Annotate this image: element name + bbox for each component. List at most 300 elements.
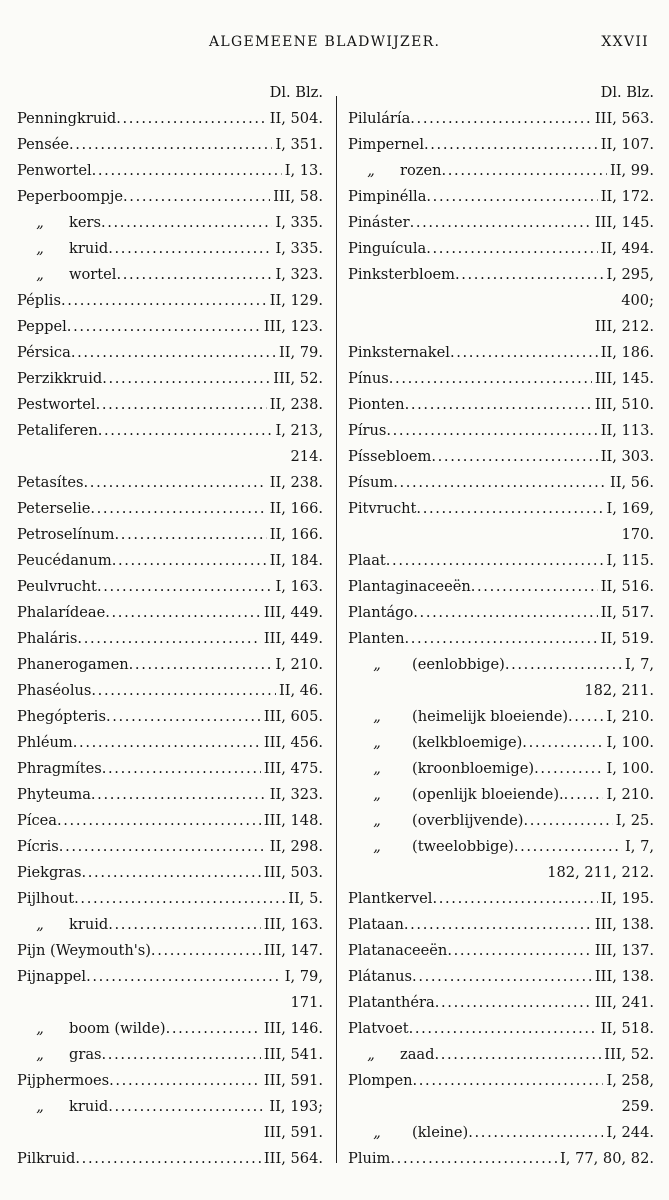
page-reference: I, 7,	[625, 656, 654, 673]
dot-leader	[409, 1016, 598, 1042]
subentry-line	[348, 834, 654, 860]
entry-line	[17, 392, 323, 418]
dot-leader	[112, 548, 267, 574]
entry-line	[17, 626, 323, 652]
dot-leader	[98, 418, 273, 444]
dot-leader	[108, 912, 261, 938]
index-term: Pionten	[348, 396, 405, 413]
index-subentry	[348, 704, 654, 730]
index-term: Pimpinélla	[348, 188, 427, 205]
dot-leader	[413, 1068, 604, 1094]
index-term: Pluim	[348, 1150, 391, 1167]
index-term: Pensée	[17, 136, 69, 153]
index-term: (kleine)	[412, 1124, 469, 1141]
page-reference: II, 99.	[609, 162, 654, 179]
dot-leader	[386, 548, 604, 574]
index-entry	[348, 392, 654, 418]
page-reference: II, 519.	[600, 630, 654, 647]
index-entry	[17, 366, 323, 392]
index-term: Peperboompje	[17, 188, 124, 205]
page-reference: I, 323.	[275, 266, 323, 283]
page-reference: I, 244.	[606, 1124, 654, 1141]
entry-line	[17, 184, 323, 210]
subentry-line	[17, 1016, 323, 1042]
page-reference: I, 210.	[275, 656, 323, 673]
index-term: Platanaceeën	[348, 942, 448, 959]
entry-line	[17, 886, 323, 912]
entry-line	[348, 340, 654, 366]
page-reference: III, 163.	[263, 916, 323, 933]
index-entry	[348, 1016, 654, 1042]
dot-leader	[455, 262, 603, 288]
index-entry	[17, 158, 323, 184]
entry-line	[348, 496, 654, 522]
index-term: Phléum	[17, 734, 73, 751]
subentry-line	[17, 236, 323, 262]
index-continuation	[348, 1094, 654, 1120]
index-continuation	[17, 1120, 323, 1146]
index-term: (kelkbloemige)	[412, 734, 523, 751]
entry-line	[348, 470, 654, 496]
page-reference: III, 591.	[263, 1072, 323, 1089]
entry-line	[348, 210, 654, 236]
dot-leader	[442, 158, 607, 184]
dot-leader	[74, 886, 285, 912]
index-subentry	[348, 834, 654, 860]
entry-line	[348, 548, 654, 574]
page-reference: III, 212.	[594, 318, 654, 335]
ditto-mark: „	[373, 760, 381, 777]
entry-line	[348, 1068, 654, 1094]
dot-leader	[434, 1042, 601, 1068]
index-subentry	[348, 808, 654, 834]
index-term: (eenlobbige)	[412, 656, 505, 673]
index-term: Pijn (Weymouth's)	[17, 942, 151, 959]
entry-line	[17, 808, 323, 834]
index-term: Petaliferen	[17, 422, 98, 439]
index-term: Plataan	[348, 916, 404, 933]
dot-leader	[101, 210, 273, 236]
ditto-mark: „	[373, 786, 381, 803]
index-term: Pijphermoes	[17, 1072, 110, 1089]
page-reference: III, 563.	[594, 110, 654, 127]
running-title: ALGEMEENE BLADWIJZER.	[209, 34, 441, 50]
page-reference: 400;	[621, 292, 654, 309]
page-reference: III, 137.	[594, 942, 654, 959]
index-term: Piluláría	[348, 110, 411, 127]
index-entry	[348, 548, 654, 574]
index-entry	[348, 262, 654, 288]
dot-leader	[390, 1146, 557, 1172]
column-header-left: Dl. Blz.	[269, 84, 323, 101]
index-term: wortel	[69, 266, 117, 283]
dot-leader	[389, 366, 592, 392]
index-term: Plátanus	[348, 968, 413, 985]
dot-leader	[468, 1120, 603, 1146]
entry-line	[348, 990, 654, 1016]
column-divider	[336, 96, 337, 1163]
entry-line	[348, 236, 654, 262]
index-entry	[348, 366, 654, 392]
dot-leader	[424, 132, 598, 158]
page-reference: III, 456.	[263, 734, 323, 751]
index-entry	[348, 574, 654, 600]
page-reference: I, 79,	[284, 968, 323, 985]
entry-line	[17, 652, 323, 678]
entry-line	[17, 288, 323, 314]
page-reference: II, 107.	[600, 136, 654, 153]
index-subentry	[17, 1094, 323, 1120]
index-entry	[17, 548, 323, 574]
index-term: Peucédanum	[17, 552, 112, 569]
page-reference: II, 5.	[288, 890, 323, 907]
entry-line	[348, 964, 654, 990]
subentry-line	[17, 912, 323, 938]
dot-leader	[81, 860, 260, 886]
index-continuation	[348, 678, 654, 704]
index-subentry	[17, 1042, 323, 1068]
dot-leader	[92, 158, 282, 184]
dot-leader	[71, 340, 276, 366]
subentry-line	[348, 704, 654, 730]
index-entry	[348, 938, 654, 964]
index-term: Platvoet	[348, 1020, 409, 1037]
dot-leader	[564, 782, 604, 808]
page-reference: II, 504.	[269, 110, 323, 127]
index-term: Phragmítes	[17, 760, 102, 777]
page-reference: III, 58.	[273, 188, 323, 205]
page-reference: II, 113.	[600, 422, 654, 439]
entry-line	[348, 938, 654, 964]
index-term: Piekgras	[17, 864, 82, 881]
index-entry	[17, 678, 323, 704]
page-reference: III, 148.	[263, 812, 323, 829]
dot-leader	[151, 938, 261, 964]
page-reference: 171.	[290, 994, 323, 1011]
subentry-line	[17, 1094, 323, 1120]
index-entry	[348, 912, 654, 938]
dot-leader	[116, 106, 266, 132]
entry-line	[348, 132, 654, 158]
index-entry	[17, 314, 323, 340]
page-reference: II, 298.	[269, 838, 323, 855]
index-entry	[17, 1146, 323, 1172]
index-entry	[17, 600, 323, 626]
entry-line	[348, 106, 654, 132]
dot-leader	[84, 470, 267, 496]
entry-line	[348, 1016, 654, 1042]
subentry-line	[348, 808, 654, 834]
dot-leader	[61, 288, 267, 314]
page-reference: III, 510.	[594, 396, 654, 413]
entry-line	[17, 366, 323, 392]
entry-line	[17, 470, 323, 496]
entry-line	[17, 678, 323, 704]
entry-line	[348, 574, 654, 600]
dot-leader	[393, 470, 607, 496]
dot-leader	[59, 834, 267, 860]
entry-line	[348, 366, 654, 392]
dot-leader	[91, 782, 267, 808]
index-term: Píssebloem	[348, 448, 432, 465]
page-reference: III, 145.	[594, 214, 654, 231]
ditto-mark: „	[36, 1046, 44, 1063]
page-reference: III, 541.	[263, 1046, 323, 1063]
entry-line	[17, 964, 323, 990]
dot-leader	[166, 1016, 261, 1042]
page-reference: III, 145.	[594, 370, 654, 387]
page-reference: II, 79.	[278, 344, 323, 361]
page-reference: II, 516.	[600, 578, 654, 595]
index-continuation	[17, 990, 323, 1016]
page-header	[0, 34, 669, 58]
entry-line	[17, 522, 323, 548]
page-reference: 182, 211, 212.	[547, 864, 654, 881]
index-term: Penwortel	[17, 162, 92, 179]
dot-leader	[115, 522, 267, 548]
dot-leader	[435, 990, 592, 1016]
index-entry	[17, 184, 323, 210]
index-entry	[17, 808, 323, 834]
index-term: Pínus	[348, 370, 389, 387]
index-term: Petroselínum	[17, 526, 115, 543]
index-subentry	[17, 912, 323, 938]
entry-line	[348, 886, 654, 912]
page-reference: II, 323.	[269, 786, 323, 803]
index-term: (tweelobbige)	[412, 838, 514, 855]
page-reference: I, 100.	[606, 760, 654, 777]
index-entry	[348, 1068, 654, 1094]
index-term: Plaat	[348, 552, 386, 569]
entry-line	[17, 1146, 323, 1172]
index-entry	[17, 756, 323, 782]
index-entry	[17, 652, 323, 678]
dot-leader	[404, 912, 592, 938]
index-subentry	[17, 210, 323, 236]
index-entry	[348, 184, 654, 210]
index-entry	[17, 522, 323, 548]
page-reference: 214.	[290, 448, 323, 465]
index-entry	[17, 782, 323, 808]
index-entry	[348, 418, 654, 444]
index-entry	[17, 418, 323, 444]
index-term: Pimpernel	[348, 136, 424, 153]
ditto-mark: „	[373, 838, 381, 855]
dot-leader	[447, 938, 592, 964]
index-entry	[348, 340, 654, 366]
index-subentry	[17, 262, 323, 288]
page-reference: I, 13.	[284, 162, 323, 179]
entry-line	[17, 106, 323, 132]
index-subentry	[348, 158, 654, 184]
entry-line	[17, 496, 323, 522]
page-reference: I, 335.	[275, 240, 323, 257]
subentry-line	[348, 158, 654, 184]
subentry-line	[17, 210, 323, 236]
index-entry	[17, 1068, 323, 1094]
page-reference: I, 25.	[615, 812, 654, 829]
page-reference: I, 77, 80, 82.	[560, 1150, 654, 1167]
dot-leader	[109, 1068, 261, 1094]
page-reference: III, 52.	[604, 1046, 654, 1063]
page-reference: I, 169,	[606, 500, 654, 517]
index-continuation	[348, 860, 654, 886]
entry-line	[348, 418, 654, 444]
page-reference: III, 138.	[594, 916, 654, 933]
index-term: Péplis	[17, 292, 61, 309]
index-term: (openlijk bloeiende).	[412, 786, 564, 803]
index-subentry	[17, 236, 323, 262]
dot-leader	[86, 964, 282, 990]
dot-leader	[413, 600, 597, 626]
index-term: Phaláris	[17, 630, 78, 647]
entry-line	[17, 132, 323, 158]
entry-line	[348, 444, 654, 470]
entry-line	[17, 782, 323, 808]
entry-line	[17, 1068, 323, 1094]
index-term: Pírus	[348, 422, 387, 439]
dot-leader	[108, 236, 272, 262]
page-reference: III, 605.	[263, 708, 323, 725]
dot-leader	[505, 652, 622, 678]
entry-line	[348, 262, 654, 288]
entry-line	[17, 704, 323, 730]
dot-leader	[69, 132, 272, 158]
page-reference: II, 494.	[600, 240, 654, 257]
entry-line	[17, 860, 323, 886]
index-entry	[348, 1146, 654, 1172]
index-term: Phyteuma	[17, 786, 91, 803]
page-reference: II, 238.	[269, 396, 323, 413]
page-reference: II, 184.	[269, 552, 323, 569]
page-reference: I, 163.	[275, 578, 323, 595]
page-reference: III, 52.	[273, 370, 323, 387]
index-term: boom (wilde)	[69, 1020, 166, 1037]
dot-leader	[116, 262, 272, 288]
index-term: Phanerogamen	[17, 656, 129, 673]
dot-leader	[77, 626, 261, 652]
subentry-line	[348, 1120, 654, 1146]
page-reference: II, 186.	[600, 344, 654, 361]
ditto-mark: „	[36, 1020, 44, 1037]
entry-line	[17, 340, 323, 366]
dot-leader	[106, 704, 261, 730]
index-term: Phegópteris	[17, 708, 106, 725]
page-reference: II, 303.	[600, 448, 654, 465]
ditto-mark: „	[36, 214, 44, 231]
page-reference: III, 147.	[263, 942, 323, 959]
index-entry	[348, 496, 654, 522]
entry-line	[348, 600, 654, 626]
index-term: Peulvrucht	[17, 578, 97, 595]
index-entry	[17, 340, 323, 366]
dot-leader	[97, 574, 273, 600]
dot-leader	[432, 886, 597, 912]
ditto-mark: „	[373, 708, 381, 725]
index-term: Petasítes	[17, 474, 84, 491]
page-reference: III, 138.	[594, 968, 654, 985]
dot-leader	[90, 496, 266, 522]
index-term: Perzikkruid	[17, 370, 103, 387]
index-entry	[17, 470, 323, 496]
subentry-line	[348, 782, 654, 808]
index-term: Pilkruid	[17, 1150, 76, 1167]
subentry-line	[348, 1042, 654, 1068]
ditto-mark: „	[373, 734, 381, 751]
page-reference: III, 503.	[263, 864, 323, 881]
entry-line	[348, 626, 654, 652]
index-entry	[17, 626, 323, 652]
index-term: kruid	[69, 240, 109, 257]
entry-line	[17, 574, 323, 600]
dot-leader	[75, 1146, 261, 1172]
page-reference: II, 166.	[269, 526, 323, 543]
page-reference: II, 56.	[609, 474, 654, 491]
subentry-line	[348, 652, 654, 678]
index-subentry	[348, 652, 654, 678]
dot-leader	[471, 574, 598, 600]
index-term: Pícea	[17, 812, 57, 829]
index-entry	[17, 886, 323, 912]
entry-line	[17, 314, 323, 340]
page-reference: III, 449.	[263, 630, 323, 647]
index-term: Platanthéra	[348, 994, 435, 1011]
index-entry	[17, 964, 323, 990]
index-term: (overblijvende)	[412, 812, 524, 829]
index-subentry	[17, 1016, 323, 1042]
dot-leader	[450, 340, 598, 366]
dot-leader	[386, 418, 597, 444]
index-term: kers	[69, 214, 101, 231]
dot-leader	[108, 1094, 266, 1120]
dot-leader	[405, 626, 598, 652]
dot-leader	[534, 756, 603, 782]
index-term: Plompen	[348, 1072, 413, 1089]
ditto-mark: „	[367, 1046, 375, 1063]
index-entry	[348, 132, 654, 158]
page-reference: I, 210.	[606, 786, 654, 803]
entry-line	[348, 184, 654, 210]
ditto-mark: „	[373, 1124, 381, 1141]
index-term: Peterselie	[17, 500, 91, 517]
index-entry	[348, 964, 654, 990]
ditto-mark: „	[373, 812, 381, 829]
page-reference: II, 517.	[600, 604, 654, 621]
ditto-mark: „	[367, 162, 375, 179]
index-entry	[17, 860, 323, 886]
index-term: Plantkervel	[348, 890, 433, 907]
index-entry	[17, 288, 323, 314]
ditto-mark: „	[36, 240, 44, 257]
dot-leader	[96, 392, 267, 418]
index-term: gras	[69, 1046, 102, 1063]
index-entry	[348, 444, 654, 470]
dot-leader	[416, 496, 603, 522]
dot-leader	[67, 314, 261, 340]
index-term: Pijlhout	[17, 890, 75, 907]
index-term: Písum	[348, 474, 394, 491]
subentry-line	[17, 262, 323, 288]
dot-leader	[57, 808, 261, 834]
index-term: Phaséolus	[17, 682, 92, 699]
page-reference: I, 115.	[606, 552, 654, 569]
dot-leader	[73, 730, 261, 756]
dot-leader	[123, 184, 270, 210]
page-reference: 170.	[621, 526, 654, 543]
index-term: rozen	[400, 162, 442, 179]
page-reference: II, 238.	[269, 474, 323, 491]
index-entry	[17, 392, 323, 418]
